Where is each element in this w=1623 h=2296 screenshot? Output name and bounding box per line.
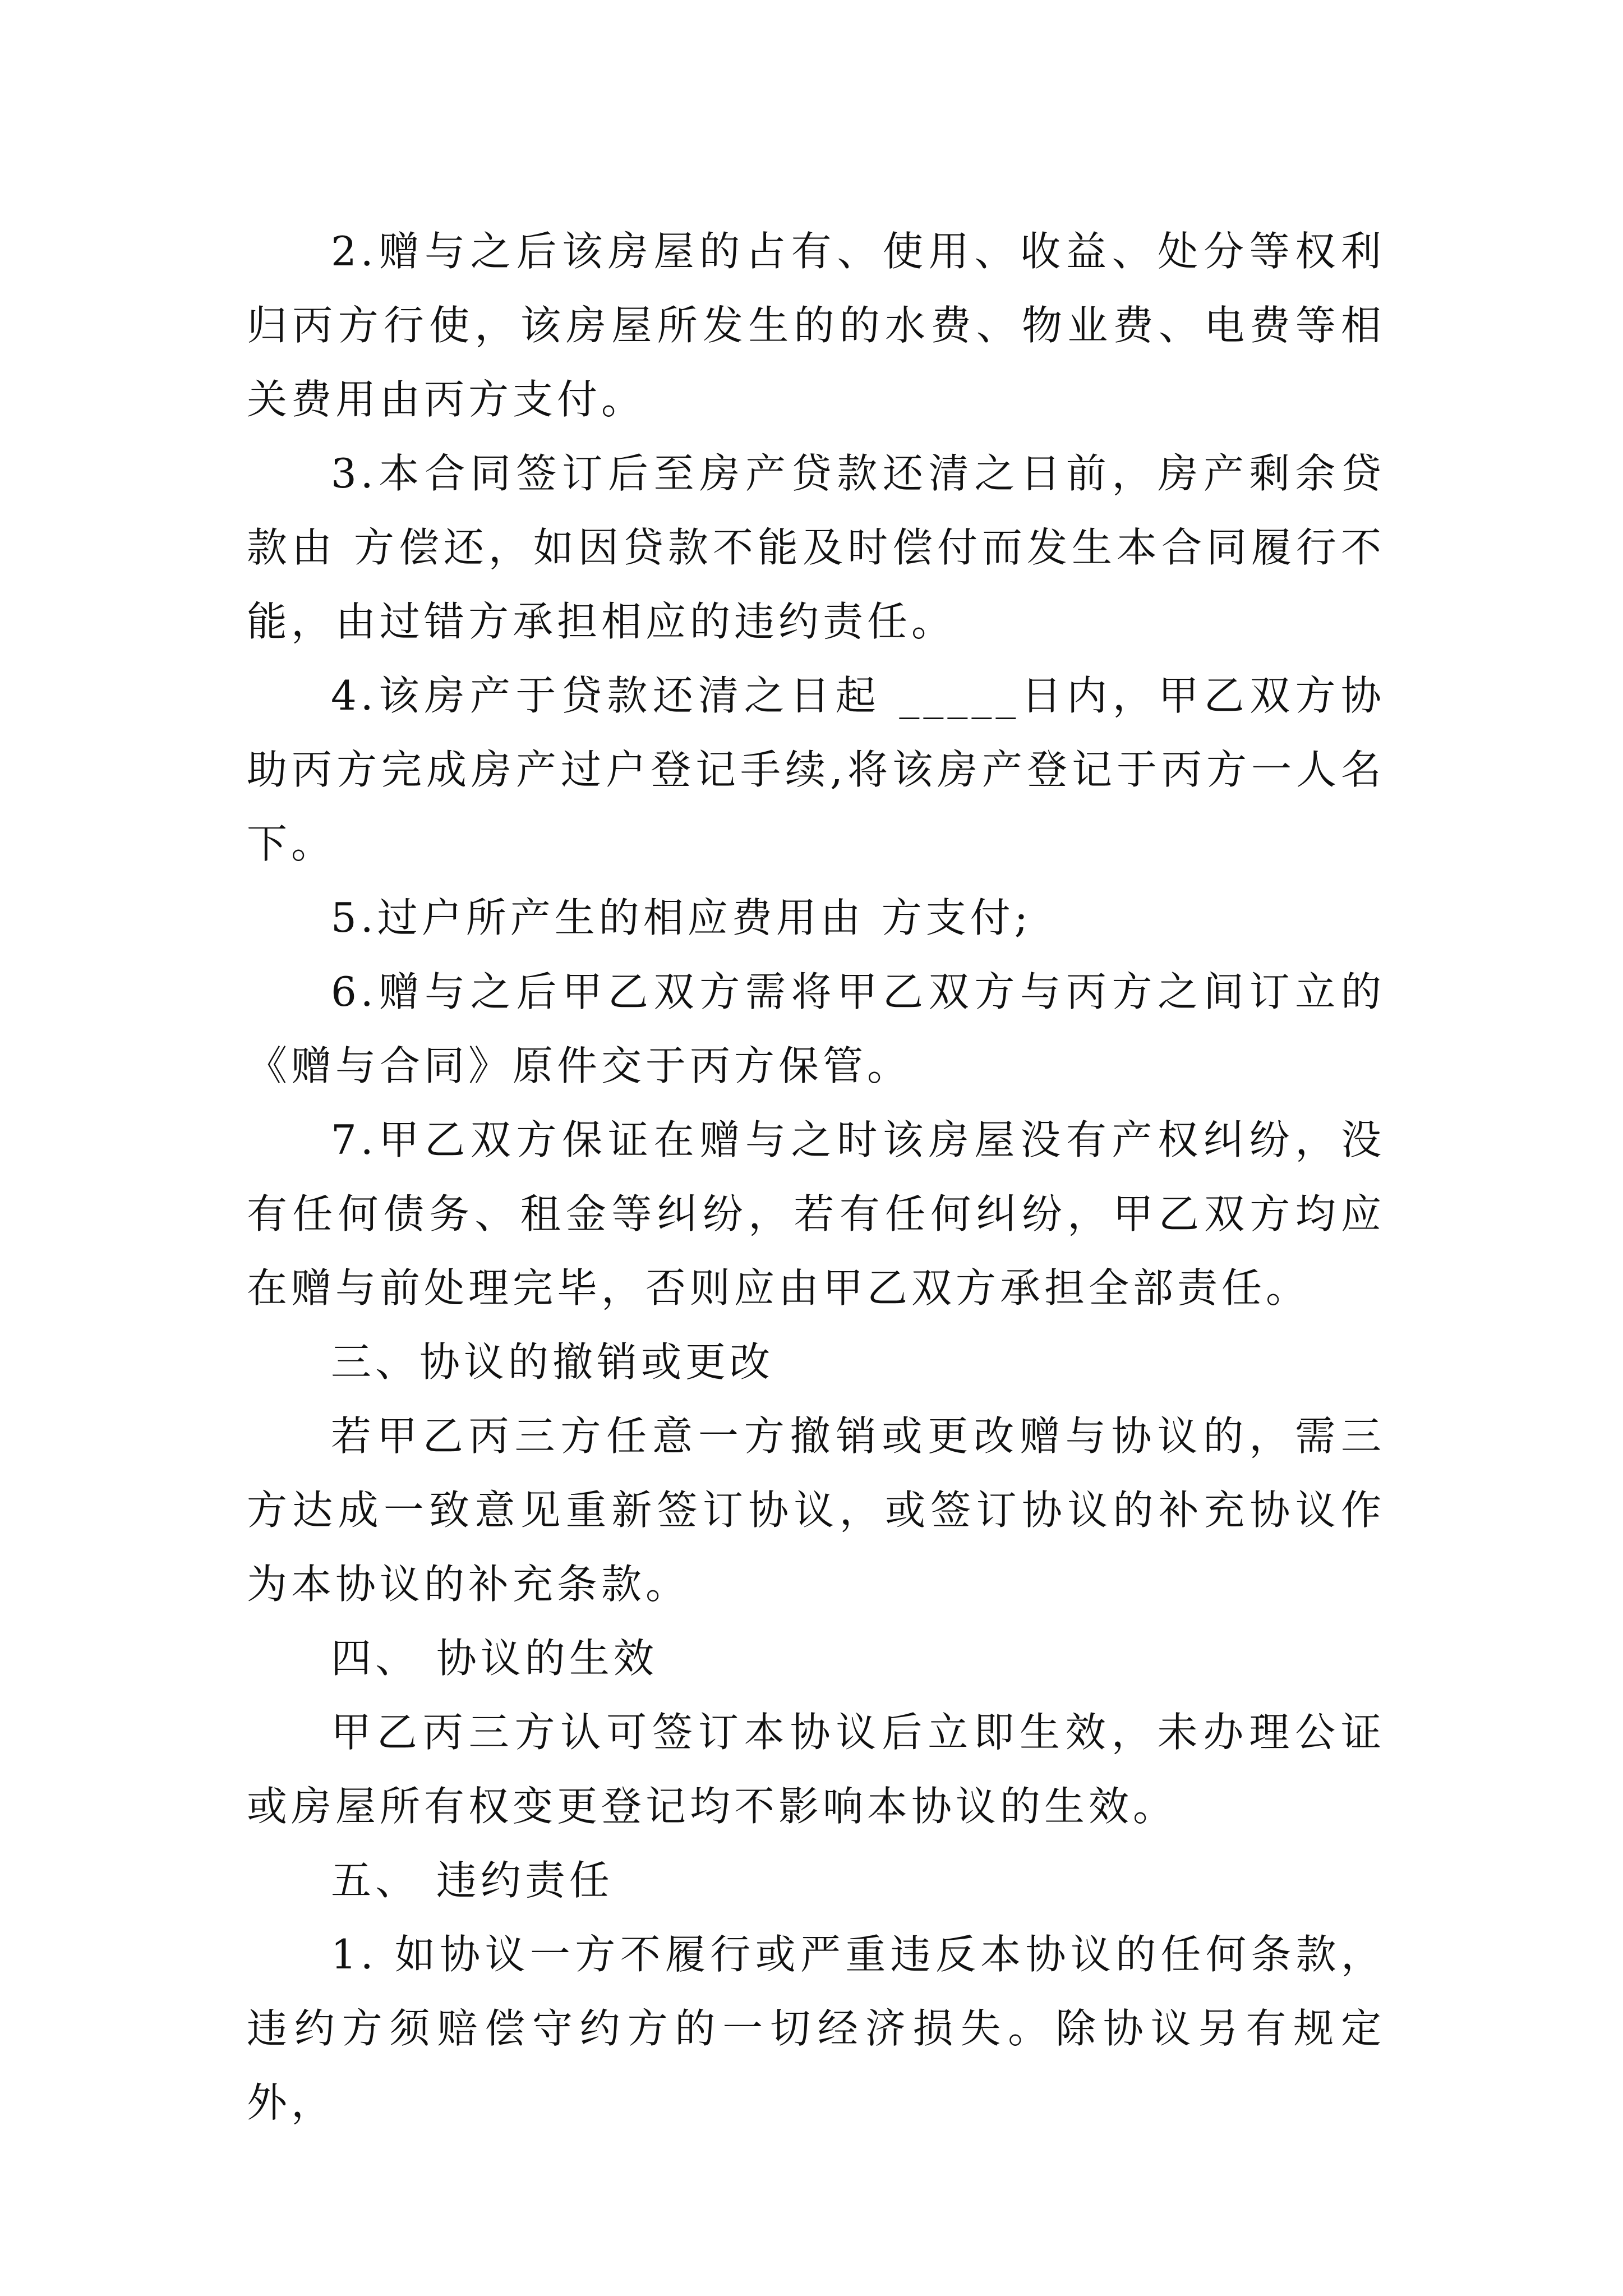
section-4-heading: 四、 协议的生效 — [331, 1635, 658, 1682]
section-5-clause-1-paragraph: 1. 如协议一方不履行或严重违反本协议的任何条款，违约方须赔偿守约方的一切经济损失。除协议另有规定外， — [247, 1931, 1385, 2126]
section-3-heading: 三、协议的撤销或更改 — [331, 1338, 774, 1386]
clause-2-paragraph: 2.赠与之后该房屋的占有、使用、收益、处分等权利归丙方行使，该房屋所发生的的水费、物业费、电费等相关费用由丙方支付。 — [247, 228, 1385, 423]
clause-3-paragraph: 3.本合同签订后至房产贷款还清之日前，房产剩余贷款由 方偿还，如因贷款不能及时偿付而发生本合同履行不能，由过错方承担相应的违约责任。 — [247, 450, 1385, 645]
section-5-heading: 五、 违约责任 — [331, 1857, 614, 1904]
clause-6-paragraph: 6.赠与之后甲乙双方需将甲乙双方与丙方之间订立的《赠与合同》原件交于丙方保管。 — [247, 968, 1385, 1089]
clause-7-paragraph: 7.甲乙双方保证在赠与之时该房屋没有产权纠纷，没有任何债务、租金等纠纷，若有任何纠纷，甲乙双方均应在赠与前处理完毕，否则应由甲乙双方承担全部责任。 — [247, 1116, 1385, 1312]
section-4-paragraph: 甲乙丙三方认可签订本协议后立即生效，未办理公证或房屋所有权变更登记均不影响本协议的生效。 — [247, 1709, 1385, 1830]
document-body — [247, 214, 1385, 2139]
section-3-paragraph: 若甲乙丙三方任意一方撤销或更改赠与协议的，需三方达成一致意见重新签订协议，或签订协议的补充协议作为本协议的补充条款。 — [247, 1412, 1385, 1608]
clause-4-paragraph: 4.该房产于贷款还清之日起 _____日内，甲乙双方协助丙方完成房产过户登记手续,将该房产登记于丙方一人名下。 — [247, 672, 1385, 867]
clause-5-paragraph: 5.过户所产生的相应费用由 方支付; — [331, 894, 1032, 941]
